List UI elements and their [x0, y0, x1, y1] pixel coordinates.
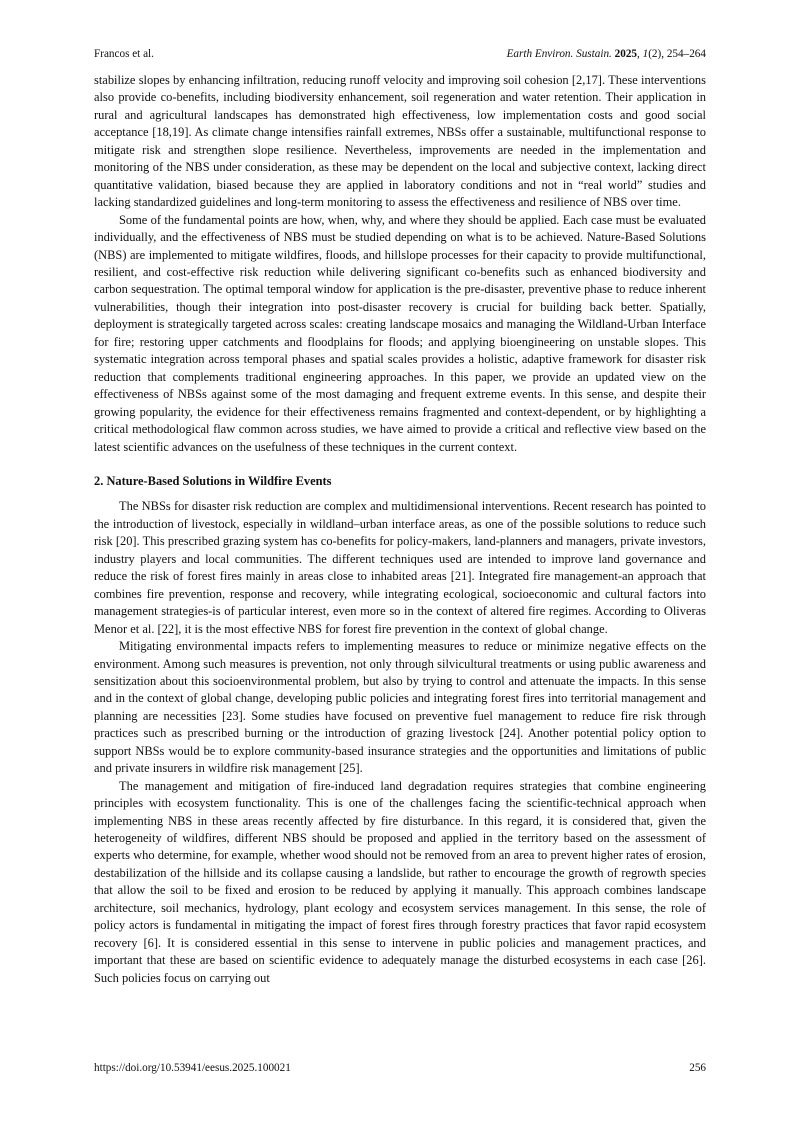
- paragraph: The management and mitigation of fire-induced land degradation requires strategies that combine engineering principles with ecosystem functionality. This is one of the challenges facing the scientific-technical approach when implementing NBS in these areas recently affected by fire disturbance. In this regard, it is considered that, given the heterogeneity of wildfires, different NBS should be proposed and applied in the territory based on the assessment of experts who determine, for example, whether wood should not be removed from an area to prevent higher rates of erosion, destabilization of the hillside and its collapse causing a landslide, but rather to encourage the growth of regrowth species that allow the soil to be fixed and erosion to be reduced by applying it manually. This approach combines landscape architecture, soil mechanics, hydrology, plant ecology and ecosystem services management. In this sense, the role of policy actors is fundamental in mitigating the impact of forest fires through forestry practices that favor rapid ecosystem recovery [6]. It is considered essential in this sense to intervene in public policies and management practices, and important that these are based on scientific evidence to adequately manage the disturbed ecosystems in each case [26]. Such policies focus on carrying out: [94, 778, 706, 985]
- header-journal-citation: Earth Environ. Sustain. 2025, 1(2), 254–264: [506, 48, 706, 60]
- paragraph: Mitigating environmental impacts refers to implementing measures to reduce or minimize negative effects on the environment. Among such measures is prevention, not only through silvicultural treatments or using public awareness and sensitization about this socioenvironmental problem, but also by trying to control and attenuate the impacts. In this sense and in the context of global change, developing public policies and integrating forest fires into territorial management and planning are necessities [23]. Some studies have focused on preventive fuel management to reduce fire risk through practices such as prescribed burning or the introduction of grazing livestock [24]. Another potential policy option to support NBSs would be to explore community-based insurance strategies and the opportunities and limitations of public and private insurers in wildfire risk management [25].: [94, 639, 706, 776]
- journal-issue-pages: (2), 254–264: [648, 48, 706, 60]
- header-authors: Francos et al.: [94, 48, 154, 60]
- page-number: 256: [689, 1062, 706, 1074]
- paragraph: Some of the fundamental points are how, when, why, and where they should be applied. Each case must be evaluated individually, and the effectiveness of NBS must be studied depending on what is to be achieved. Nature-Based Solutions (NBS) are implemented to mitigate wildfires, floods, and hillslope processes for their capacity to provide multifunctional, resilient, and cost-effective risk reduction while delivering significant co-benefits such as enhanced biodiversity and carbon sequestration. The optimal temporal window for application is the pre-disaster, preventive phase to reduce inherent vulnerabilities, though their integration into post-disaster recovery is crucial for building back better. Spatially, deployment is strategically targeted across scales: creating landscape mosaics and managing the Wildland-Urban Interface for fire; restoring upper catchments and floodplains for floods; and applying bioengineering on unstable slopes. This systematic integration across temporal phases and spatial scales provides a holistic, adaptive framework for disaster risk reduction that complements traditional engineering approaches. In this paper, we provide an updated view on the effectiveness of NBSs against some of the most damaging and frequent extreme events. In this sense, and despite their growing popularity, the evidence for their effectiveness remains fragmented and context-dependent, or by highlighting a critical methodological flaw common across studies, we have aimed to provide a critical and reflective view based on the latest scientific advances on the usefulness of these techniques in the current context.: [94, 212, 706, 454]
- journal-volume: 1: [642, 48, 649, 60]
- body-text: [94, 72, 706, 987]
- paragraph-continued: stabilize slopes by enhancing infiltration, reducing runoff velocity and improving soil cohesion [2,17]. These interventions also provide co-benefits, including biodiversity enhancement, soil regeneration and water retention. Their application in rural and agricultural landscapes has demonstrated high effectiveness, low implementation costs and good social acceptance [18,19]. As climate change intensifies rainfall extremes, NBSs offer a sustainable, multifunctional response to mitigate risk and strengthen slope resilience. Nevertheless, improvements are needed in the implementation and monitoring of the NBS under consideration, as these may be dependent on the local and subjective context, lacking direct quantitative validation, biased because they are applied in laboratory conditions and not in “real world” studies and lacking standardized guidelines and long-term monitoring to assess the effectiveness and resilience of NBS over time.: [94, 73, 706, 210]
- paragraph: The NBSs for disaster risk reduction are complex and multidimensional interventions. Recent research has pointed to the introduction of livestock, especially in wildland–urban interface areas, as one of the possible solutions to reduce such risk [20]. This prescribed grazing system has co-benefits for policy-makers, land-planners and managers, private investors, industry players and local communities. The different techniques used are intended to improve land governance and reduce the risk of forest fires mainly in areas close to inhabited areas [21]. Integrated fire management-an approach that combines fire prevention, response and recovery, while integrating ecological, socioeconomic and cultural factors into management strategies-is of particular interest, even more so in the context of altered fire regimes. According to Oliveras Menor et al. [22], it is the most effective NBS for forest fire prevention in the context of global change.: [94, 499, 706, 636]
- running-header: [94, 48, 706, 60]
- journal-name: Earth Environ. Sustain.: [506, 48, 612, 60]
- doi-link[interactable]: https://doi.org/10.53941/eesus.2025.100021: [94, 1062, 291, 1074]
- journal-year: 2025: [614, 48, 638, 60]
- section-heading: 2. Nature-Based Solutions in Wildfire Events: [94, 473, 332, 488]
- page-footer: [94, 1062, 706, 1074]
